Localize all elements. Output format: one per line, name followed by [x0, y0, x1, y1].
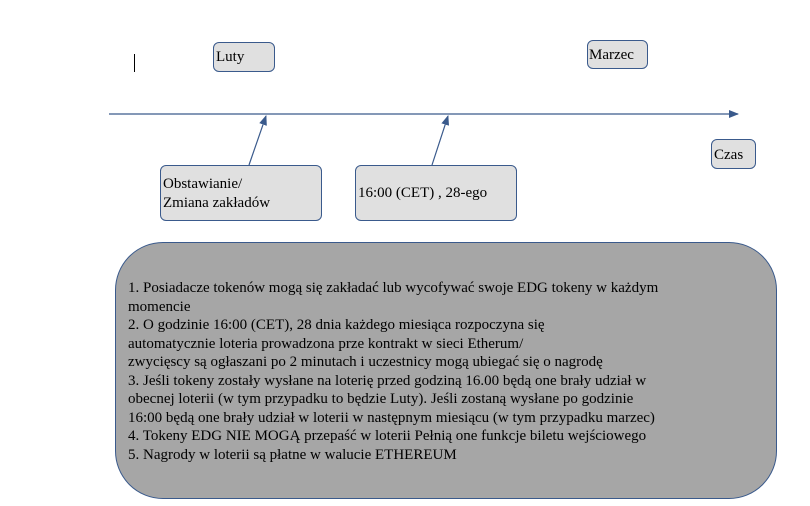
rules-box	[115, 242, 777, 499]
betting-box	[160, 165, 322, 221]
time-axis-box	[711, 139, 756, 169]
rule-line: 16:00 będą one brały udział w loterii w następnym miesiącu (w tym przypadku marzec)	[128, 409, 655, 426]
betting-arrow	[249, 116, 266, 165]
rule-line: momencie	[128, 298, 191, 315]
month-mar-box	[587, 40, 648, 69]
draw-time-box	[355, 165, 517, 221]
rule-line: zwycięscy są ogłaszani po 2 minutach i uczestnicy mogą ubiegać się o nagrodę	[128, 354, 603, 370]
rule-line: obecnej loterii (w tym przypadku to będzie Luty). Jeśli zostaną wysłane po godzinie	[128, 391, 634, 407]
rule-line: 4. Tokeny EDG NIE MOGĄ przepaść w loterii Pełnią one funkcje biletu wejściowego	[128, 428, 647, 444]
rule-line: 2. O godzinie 16:00 (CET), 28 dnia każdego miesiąca rozpoczyna się	[128, 317, 545, 333]
draw-time-label: 16:00 (CET) , 28-ego	[358, 185, 488, 201]
time-axis-label: Czas	[714, 147, 744, 163]
rule-line: automatycznie loteria prowadzona prze kontrakt w sieci Etherum/	[128, 335, 524, 352]
draw-time-arrow	[432, 116, 448, 165]
text-cursor	[134, 54, 135, 72]
rule-line: 5. Nagrody w loterii są płatne w walucie ETHEREUM	[128, 446, 457, 463]
month-feb-box	[213, 42, 275, 72]
rule-line: 3. Jeśli tokeny zostały wysłane na loterię przed godziną 16.00 będą one brały udział w	[128, 372, 647, 389]
rule-line: 1. Posiadacze tokenów mogą się zakładać lub wycofywać swoje EDG tokeny w każdym	[128, 280, 659, 296]
month-mar-label: Marzec	[589, 47, 634, 63]
betting-label-line1: Obstawianie/	[163, 176, 243, 192]
betting-label-line2: Zmiana zakładów	[163, 195, 271, 211]
month-feb-label: Luty	[216, 49, 245, 65]
